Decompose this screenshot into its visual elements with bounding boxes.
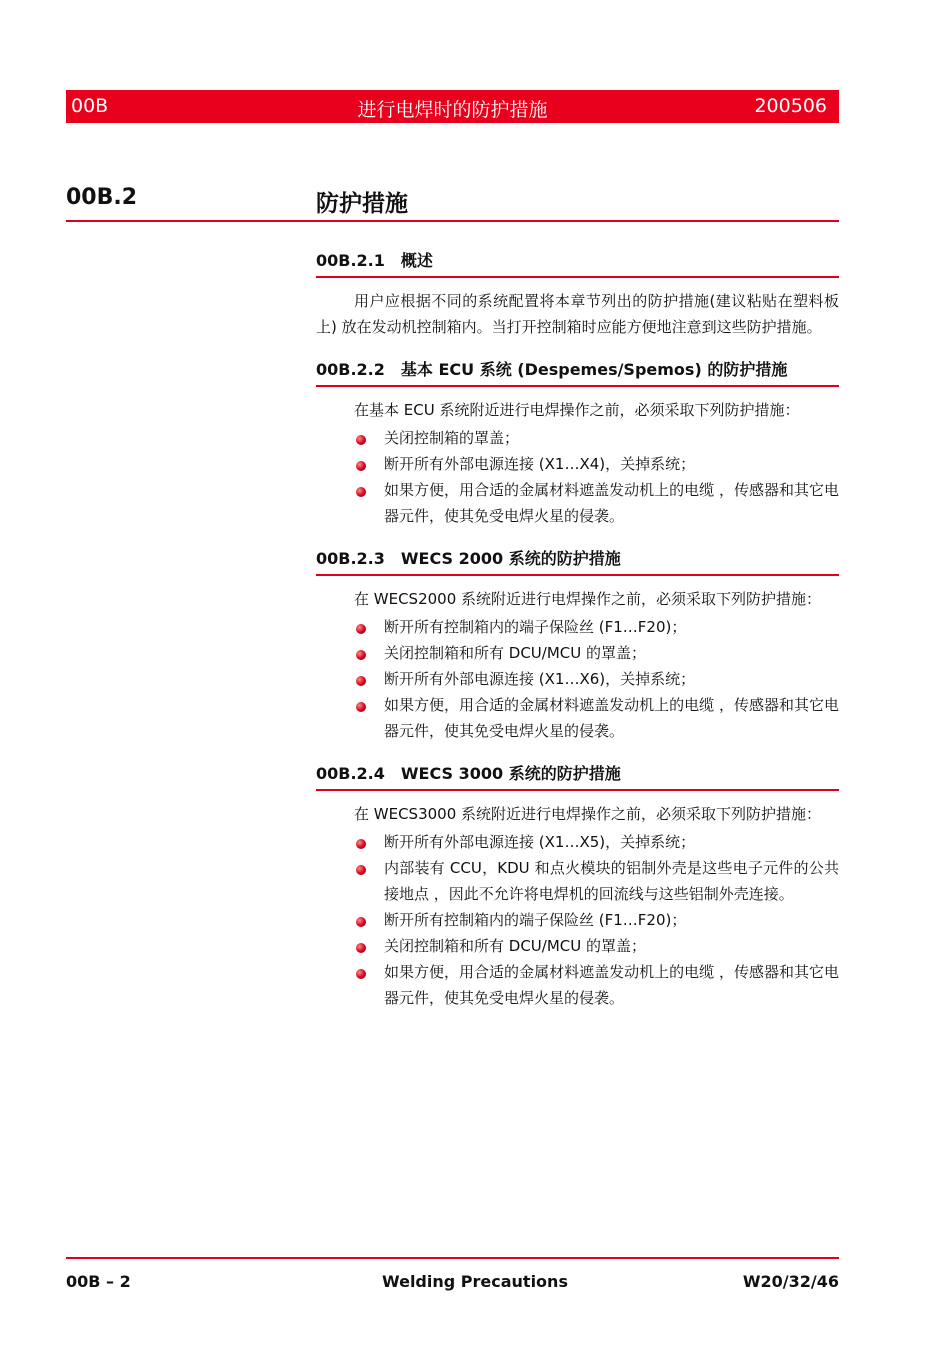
section-number: 00B.2 [66, 185, 138, 210]
list-item [384, 855, 839, 907]
wecs3000-list [316, 829, 839, 1011]
bullet-icon [356, 702, 366, 712]
header-title: 进行电焊时的防护措施 [357, 99, 548, 121]
subsection-title: 概述 [400, 251, 433, 270]
basic-ecu-intro: 在基本 ECU 系统附近进行电焊操作之前，必须采取下列防护措施： [354, 401, 800, 419]
content-column [316, 245, 839, 1011]
section-divider [66, 220, 839, 222]
header-date: 200506 [754, 95, 827, 117]
list-item-text: 如果方便，用合适的金属材料遮盖发动机上的电缆 ，传感器和其它电器元件，使其免受电焊火星的侵袭。 [384, 963, 839, 1007]
section-title: 防护措施 [316, 191, 408, 217]
list-item-text: 断开所有外部电源连接 (X1…X5)，关掉系统； [384, 833, 696, 851]
subsection-heading-wecs2000 [316, 543, 839, 576]
list-item [384, 829, 839, 855]
wecs2000-list [316, 614, 839, 744]
bullet-icon [356, 943, 366, 953]
list-item-text: 如果方便，用合适的金属材料遮盖发动机上的电缆 ，传感器和其它电器元件，使其免受电焊火星的侵袭。 [384, 696, 839, 740]
list-item-text: 关闭控制箱和所有 DCU/MCU 的罩盖； [384, 644, 646, 662]
subsection-title: WECS 3000 系统的防护措施 [400, 764, 621, 783]
bullet-icon [356, 676, 366, 686]
subsection-heading-wecs3000 [316, 758, 839, 791]
header-code: 00B [71, 95, 109, 117]
list-item [384, 451, 839, 477]
list-item [384, 933, 839, 959]
bullet-icon [356, 487, 366, 497]
list-item [384, 477, 839, 529]
list-item [384, 666, 839, 692]
list-item [384, 692, 839, 744]
list-item [384, 907, 839, 933]
basic-ecu-list [316, 425, 839, 529]
bullet-icon [356, 865, 366, 875]
list-item-text: 断开所有外部电源连接 (X1…X6)，关掉系统； [384, 670, 696, 688]
bullet-icon [356, 917, 366, 927]
list-item-text: 关闭控制箱的罩盖； [384, 429, 520, 447]
list-item-text: 断开所有控制箱内的端子保险丝 (F1…F20)； [384, 911, 687, 929]
footer-divider [66, 1257, 839, 1259]
list-item-text: 断开所有外部电源连接 (X1…X4)，关掉系统； [384, 455, 696, 473]
overview-paragraph: 用户应根据不同的系统配置将本章节列出的防护措施(建议粘贴在塑料板上) 放在发动机控制箱内。当打开控制箱时应能方便地注意到这些防护措施。 [316, 292, 839, 336]
subsection-number: 00B.2.2 [316, 360, 385, 379]
list-item [384, 640, 839, 666]
wecs3000-intro: 在 WECS3000 系统附近进行电焊操作之前，必须采取下列防护措施： [354, 805, 822, 823]
bullet-icon [356, 461, 366, 471]
subsection-heading-basic-ecu [316, 354, 839, 387]
list-item-text: 内部装有 CCU，KDU 和点火模块的铝制外壳是这些电子元件的公共接地点 ，因此不允许将电焊机的回流线与这些铝制外壳连接。 [384, 859, 839, 903]
header-band [66, 90, 839, 123]
list-item-text: 如果方便，用合适的金属材料遮盖发动机上的电缆 ，传感器和其它电器元件，使其免受电焊火星的侵袭。 [384, 481, 839, 525]
wecs2000-intro: 在 WECS2000 系统附近进行电焊操作之前，必须采取下列防护措施： [354, 590, 822, 608]
bullet-icon [356, 839, 366, 849]
list-item [384, 425, 839, 451]
bullet-icon [356, 969, 366, 979]
footer-page-number: 00B – 2 [66, 1272, 131, 1291]
bullet-icon [356, 650, 366, 660]
subsection-number: 00B.2.4 [316, 764, 385, 783]
list-item [384, 959, 839, 1011]
bullet-icon [356, 624, 366, 634]
subsection-title: WECS 2000 系统的防护措施 [400, 549, 621, 568]
list-item-text: 断开所有控制箱内的端子保险丝 (F1…F20)； [384, 618, 687, 636]
bullet-icon [356, 435, 366, 445]
subsection-number: 00B.2.3 [316, 549, 385, 568]
subsection-heading-overview [316, 245, 839, 278]
footer-doc-code: W20/32/46 [742, 1272, 839, 1291]
subsection-title: 基本 ECU 系统 (Despemes/Spemos) 的防护措施 [400, 360, 788, 379]
footer-title: Welding Precautions [382, 1272, 568, 1291]
subsection-number: 00B.2.1 [316, 251, 385, 270]
list-item-text: 关闭控制箱和所有 DCU/MCU 的罩盖； [384, 937, 646, 955]
list-item [384, 614, 839, 640]
